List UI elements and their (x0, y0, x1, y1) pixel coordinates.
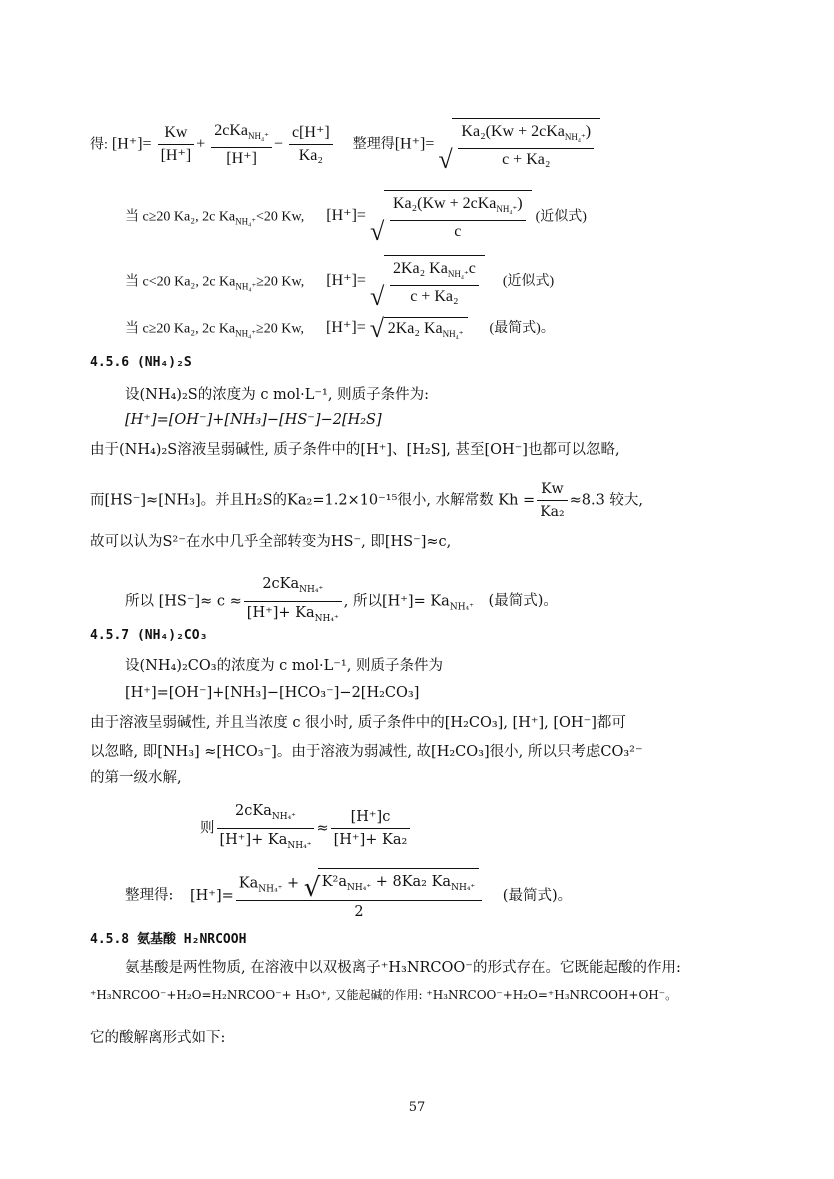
condition: <20 Kw, (256, 209, 305, 225)
proton-condition-eq: [H⁺]=[OH⁻]+[NH₃]−[HCO₃⁻]−2[H₂CO₃] (125, 685, 420, 701)
radicand (318, 868, 479, 899)
fraction (244, 573, 342, 630)
text: 则 (200, 820, 215, 837)
fraction (217, 800, 315, 857)
fraction (390, 193, 526, 243)
numerator (390, 193, 526, 221)
denominator (244, 602, 342, 630)
equation-hydrolysis (200, 800, 412, 857)
num-text: ) (517, 195, 523, 212)
numerator (244, 573, 342, 602)
radicand-text: + 8Ka₂ Ka (371, 874, 452, 890)
radicand-text: 2Ka₂ Ka (387, 320, 443, 337)
fraction (211, 120, 272, 170)
paragraph: 设(NH₄)₂CO₃的浓度为 c mol·L⁻¹, 则质子条件为 (125, 658, 443, 674)
equation-hs (125, 573, 558, 630)
denominator: [H⁺] (226, 149, 257, 167)
subscript: NH₄⁺ (449, 602, 474, 613)
paragraph: 氨基酸是两性物质, 在溶液中以双极离子⁺H₃NRCOO⁻的形式存在。它既能起酸的作用: (125, 960, 681, 976)
paragraph: 的第一级水解, (90, 770, 182, 786)
fraction (289, 122, 333, 167)
section-heading-456: 4.5.6 (NH₄)₂S (90, 355, 192, 370)
square-root (304, 868, 479, 899)
lhs: [H⁺]= (326, 272, 366, 290)
note-approx: (近似式) (502, 274, 555, 290)
num-text: ) (585, 123, 592, 140)
num-text: 2cKa (262, 576, 300, 592)
approx-sign: ≈ (316, 820, 329, 837)
lhs: [H⁺]= (326, 207, 366, 225)
text-zhenglide: 整理得 (352, 137, 395, 153)
denominator: [H⁺] (160, 147, 192, 165)
label-de: 得: (90, 137, 108, 153)
equation-simplest (125, 868, 572, 923)
radicand (452, 118, 600, 171)
lhs: [H⁺]= (111, 135, 152, 153)
paragraph: ⁺H₃NRCOO⁻+H₂O=H₂NRCOO⁻+ H₃O⁺, 又能起碱的作用: ⁺H₃NRCOO⁻+H₂O=⁺H₃NRCOOH+OH⁻。 (90, 988, 678, 1002)
numerator (217, 800, 315, 829)
subscript: NH₄⁺ (235, 281, 257, 292)
numerator: [H⁺]c (331, 806, 411, 829)
paragraph: 它的酸解离形式如下: (90, 1030, 226, 1046)
radicand (384, 190, 532, 243)
paragraph: 设(NH₄)₂S的浓度为 c mol·L⁻¹, 则质子条件为: (125, 387, 429, 403)
fraction (236, 868, 482, 923)
subscript: NH₄⁺ (347, 882, 372, 893)
subscript: NH₄⁺ (235, 216, 257, 227)
note-simplest: (最简式)。 (488, 593, 558, 610)
num-text: 2cKa (214, 121, 249, 139)
num-text: Ka₂(Kw + 2cKa (392, 195, 497, 212)
lhs: [H⁺]= (394, 135, 435, 153)
paragraph: 故可以认为S²⁻在水中几乎全部转变为HS⁻, 即[HS⁻]≈c, (90, 534, 452, 550)
paragraph: 由于(NH₄)₂S溶液呈弱碱性, 质子条件中的[H⁺]、[H₂S], 甚至[OH⁻]也都可以忽略, (90, 442, 620, 458)
num-text: 2cKa (235, 803, 272, 819)
subscript: NH₄⁺ (287, 840, 312, 851)
subscript: NH₄⁺ (314, 613, 339, 624)
den-text: [H⁺]+ Ka (219, 831, 288, 848)
denominator: Ka₂ (540, 504, 565, 520)
note-simplest: (最简式)。 (502, 887, 573, 904)
equation-line-2 (125, 190, 587, 243)
square-root (370, 190, 532, 243)
section-heading-457: 4.5.7 (NH₄)₂CO₃ (90, 628, 208, 643)
fraction (390, 258, 479, 308)
text: 整理得: (125, 887, 174, 904)
numerator (390, 258, 479, 286)
num-text: + (282, 875, 304, 892)
lhs: [H⁺]= (326, 319, 366, 337)
fraction (537, 478, 567, 523)
numerator: Kw (158, 122, 195, 145)
condition: 当 c<20 Ka₂, 2c Ka (125, 274, 236, 290)
subscript: NH₄⁺ (442, 329, 464, 340)
radicand (384, 317, 468, 340)
radicand (384, 255, 485, 308)
subscript: NH₄⁺ (299, 584, 324, 595)
denominator: c (454, 223, 462, 241)
paragraph (90, 478, 643, 523)
equation-line-1: 得: [H⁺]= $\frac{Kw}{[H^+]}$ + $\frac{2cKa_{NH_4^+}}{[H^+]}$ − $\frac{c[H^+]}{\text{Ka₂}}$ 整理得[H⁺]= √ $\frac{Ka_2(Kw + 2cKa_{NH_4^+})}{\text{c + Ka₂}}$ (90, 118, 600, 171)
note-simplest: (最简式)。 (489, 321, 555, 337)
condition: 当 c≥20 Ka₂, 2c Ka (125, 321, 236, 337)
radicand-text: K²a (321, 874, 348, 890)
numerator (236, 868, 482, 901)
denominator: 2 (354, 904, 364, 921)
square-root (370, 317, 468, 340)
condition: ≥20 Kw, (256, 321, 305, 337)
numerator (458, 121, 594, 149)
square-root (438, 118, 600, 171)
fraction (331, 806, 411, 851)
proton-condition-eq: [H⁺]=[OH⁻]+[NH₃]−[HS⁻]−2[H₂S] (125, 412, 382, 428)
subscript: NH₄⁺ (451, 882, 476, 893)
subscript: NH₄⁺ (496, 204, 518, 215)
numerator (211, 120, 272, 148)
subscript: NH₄⁺ (235, 328, 257, 339)
denominator (217, 829, 315, 857)
equation-line-3 (125, 255, 554, 308)
fraction (458, 121, 594, 171)
paragraph: 以忽略, 即[NH₃] ≈[HCO₃⁻]。由于溶液为弱减性, 故[H₂CO₃]很小, 所以只考虑CO₃²⁻ (90, 744, 643, 760)
denominator: [H⁺]+ Ka₂ (333, 831, 408, 848)
subscript: NH₄⁺ (258, 884, 283, 895)
subscript: NH₄⁺ (271, 811, 296, 822)
subscript: NH₄⁺ (564, 132, 586, 143)
text: 而[HS⁻]≈[NH₃]。并且H₂S的Ka₂=1.2×10⁻¹⁵很小, 水解常数 Kh = (90, 492, 536, 509)
page-number: 57 (408, 1100, 426, 1115)
subscript: NH₄⁺ (447, 269, 469, 280)
numerator: Kw (537, 478, 567, 501)
text: , 所以[H⁺]= Ka (343, 593, 450, 610)
equation-line-4 (125, 317, 555, 340)
fraction (158, 122, 195, 167)
denominator: c + Ka₂ (410, 288, 459, 306)
den-text: [H⁺]+ Ka (246, 604, 315, 621)
lhs: [H⁺]= (190, 887, 234, 904)
denominator: Ka₂ (298, 147, 323, 165)
num-text: Ka₂(Kw + 2cKa (461, 123, 565, 140)
paragraph: 由于溶液呈弱碱性, 并且当浓度 c 很小时, 质子条件中的[H₂CO₃], [H⁺], [OH⁻]都可 (90, 715, 626, 731)
num-text: Ka (238, 875, 259, 892)
num-text: 2Ka₂ Ka (392, 260, 448, 277)
text: 所以 [HS⁻]≈ c ≈ (125, 593, 242, 610)
subscript: NH₄⁺ (248, 130, 269, 141)
condition: 当 c≥20 Ka₂, 2c Ka (125, 209, 236, 225)
condition: ≥20 Kw, (256, 274, 305, 290)
num-text: c (468, 260, 476, 277)
note-approx: (近似式) (535, 209, 587, 225)
denominator: c + Ka₂ (502, 151, 551, 169)
numerator: c[H⁺] (289, 122, 333, 145)
square-root (370, 255, 485, 308)
section-heading-458: 4.5.8 氨基酸 H₂NRCOOH (90, 932, 247, 947)
text: ≈8.3 较大, (569, 492, 644, 509)
